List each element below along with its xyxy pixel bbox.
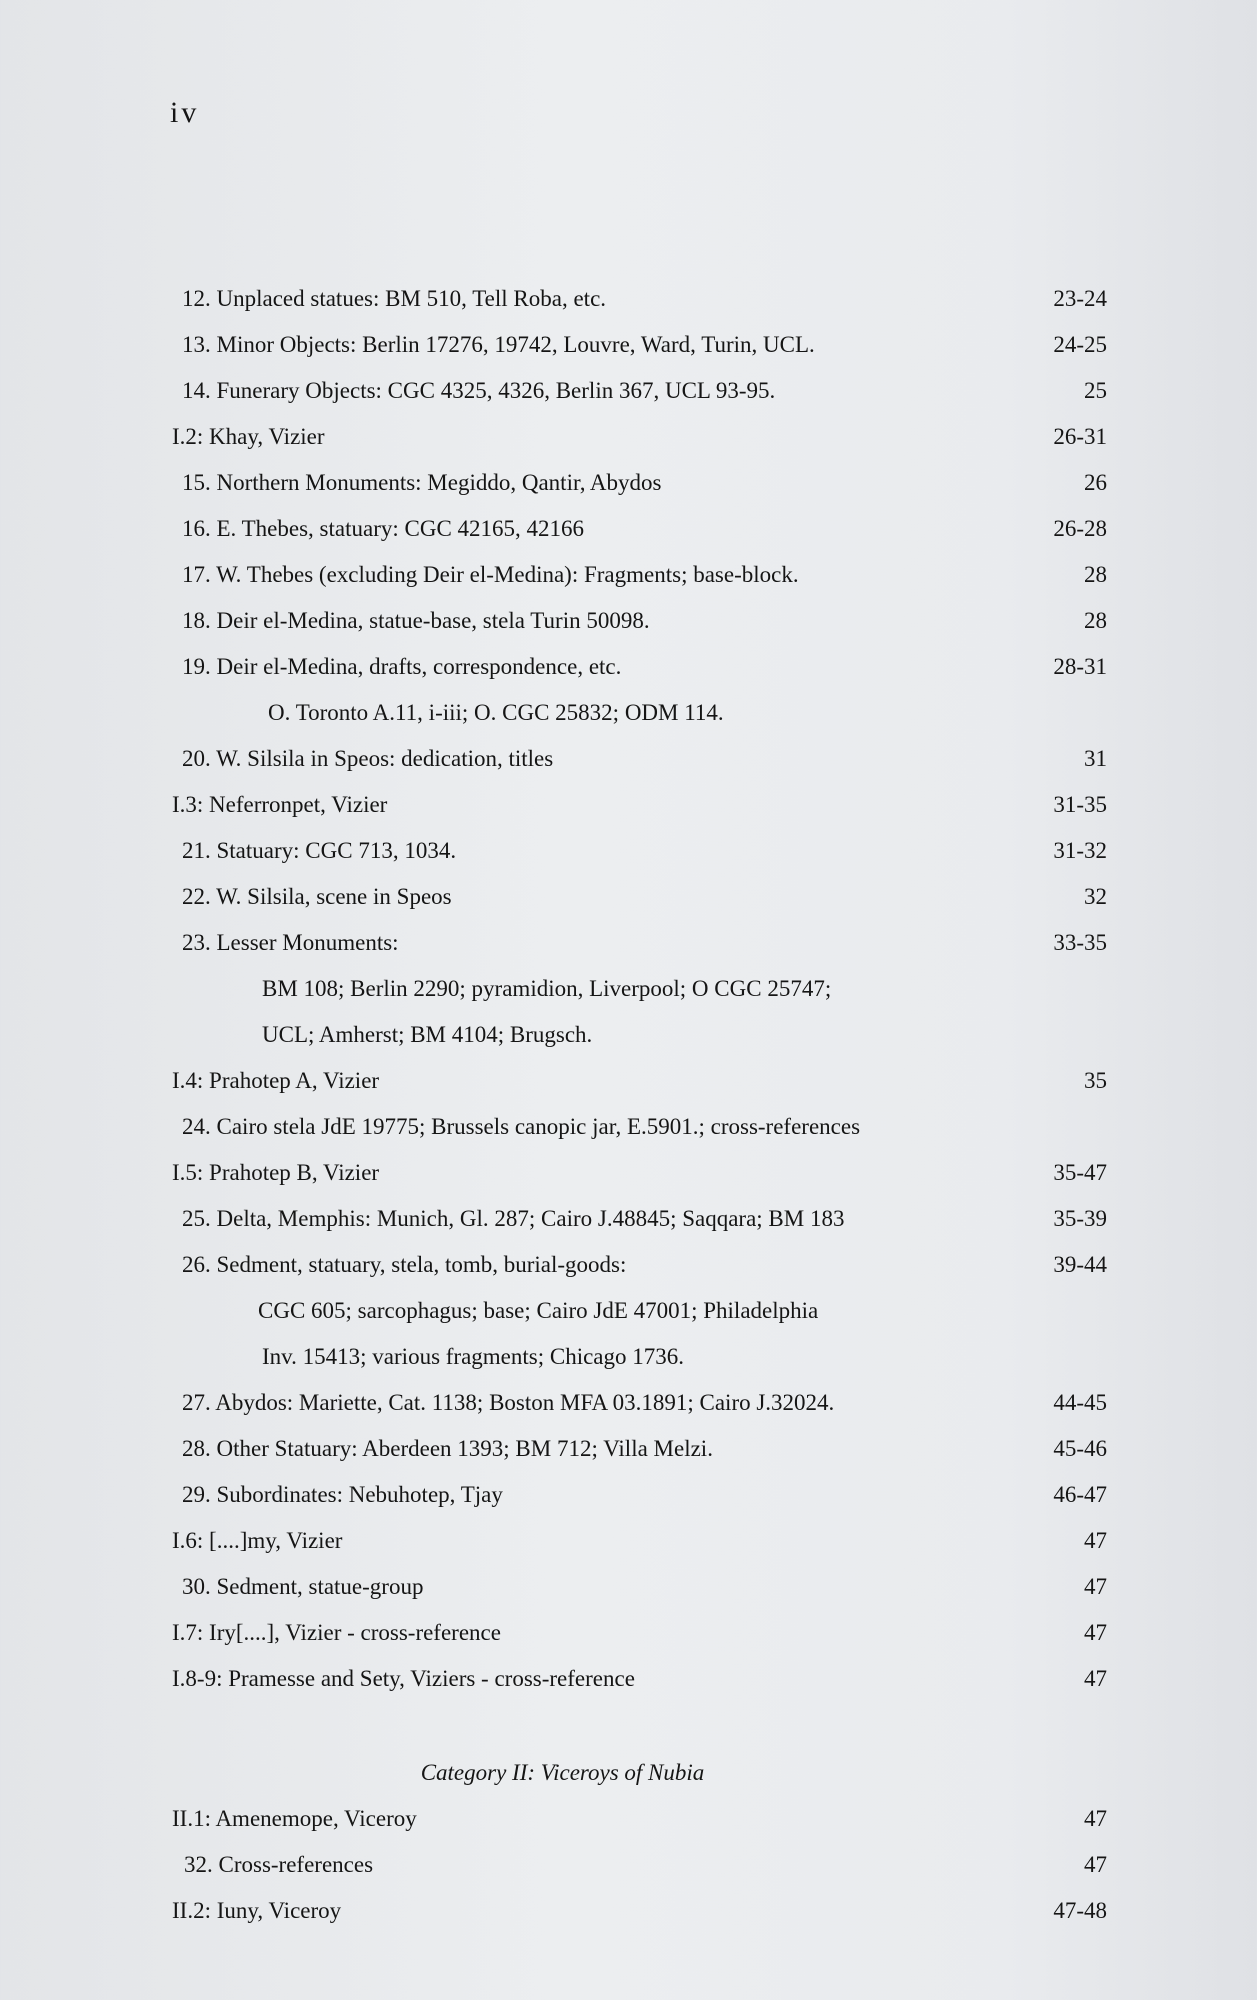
toc-entry-page: 26-31 <box>1053 424 1107 449</box>
toc-entry-text: II.2: Iuny, Viceroy <box>172 1898 342 1923</box>
toc-entry-text: 18. Deir el-Medina, statue-base, stela Turin 50098. <box>182 608 650 633</box>
toc-entry-26-continuation <box>0 1294 1253 1328</box>
toc-entry-page: 47 <box>1084 1666 1107 1691</box>
toc-entry-page: 31-32 <box>1053 838 1107 863</box>
toc-entry-23 <box>0 926 1257 960</box>
toc-entry-text: I.2: Khay, Vizier <box>172 424 325 449</box>
toc-entry-12 <box>0 282 1257 316</box>
toc-entry-page: 47 <box>1084 1528 1107 1553</box>
toc-entry-text: BM 108; Berlin 2290; pyramidion, Liverpool; O CGC 25747; <box>262 976 832 1001</box>
toc-entry-text: 27. Abydos: Mariette, Cat. 1138; Boston MFA 03.1891; Cairo J.32024. <box>182 1390 835 1415</box>
toc-entry-text: 28. Other Statuary: Aberdeen 1393; BM 712; Villa Melzi. <box>182 1436 713 1461</box>
toc-entry-text: UCL; Amherst; BM 4104; Brugsch. <box>262 1022 593 1047</box>
toc-section-i6 <box>0 1524 1257 1558</box>
toc-section-i7 <box>0 1616 1257 1650</box>
toc-entry-text: CGC 605; sarcophagus; base; Cairo JdE 47001; Philadelphia <box>258 1298 819 1323</box>
toc-entry-text: 15. Northern Monuments: Megiddo, Qantir, Abydos <box>182 470 662 495</box>
toc-section-ii2 <box>0 1894 1257 1928</box>
toc-entry-text: 29. Subordinates: Nebuhotep, Tjay <box>182 1482 503 1507</box>
toc-entry-page: 47 <box>1084 1620 1107 1645</box>
toc-entry-page: 45-46 <box>1053 1436 1107 1461</box>
toc-entry-text: 13. Minor Objects: Berlin 17276, 19742, Louvre, Ward, Turin, UCL. <box>182 332 815 357</box>
toc-entry-page: 39-44 <box>1053 1252 1107 1277</box>
toc-entry-18 <box>0 604 1257 638</box>
toc-entry-page: 44-45 <box>1053 1390 1107 1415</box>
toc-entry-text: O. Toronto A.11, i-iii; O. CGC 25832; ODM 114. <box>268 700 724 725</box>
toc-entry-text: 19. Deir el-Medina, drafts, correspondence, etc. <box>182 654 622 679</box>
toc-entry-page: 35 <box>1084 1068 1107 1093</box>
toc-entry-19 <box>0 650 1257 684</box>
toc-entry-page: 35-47 <box>1053 1160 1107 1185</box>
toc-section-i5 <box>0 1156 1257 1190</box>
toc-entry-14 <box>0 374 1257 408</box>
toc-entry-25 <box>0 1202 1257 1236</box>
toc-section-ii1 <box>0 1802 1257 1836</box>
toc-entry-page: 28 <box>1084 562 1107 587</box>
toc-entry-28 <box>0 1432 1257 1466</box>
category-heading <box>0 1756 1257 1790</box>
toc-entry-32 <box>12 1848 1257 1882</box>
toc-entry-23-continuation <box>0 1018 1257 1052</box>
toc-entry-text: I.5: Prahotep B, Vizier <box>172 1160 380 1185</box>
toc-entry-page: 47 <box>1084 1574 1107 1599</box>
toc-entry-page: 35-39 <box>1053 1206 1107 1231</box>
toc-entry-text: I.7: Iry[....], Vizier - cross-reference <box>172 1620 501 1645</box>
toc-entry-text: I.4: Prahotep A, Vizier <box>172 1068 380 1093</box>
toc-entry-text: 14. Funerary Objects: CGC 4325, 4326, Berlin 367, UCL 93-95. <box>182 378 776 403</box>
toc-entry-text: 22. W. Silsila, scene in Speos <box>182 884 452 909</box>
toc-entry-text: 25. Delta, Memphis: Munich, Gl. 287; Cairo J.48845; Saqqara; BM 183 <box>182 1206 845 1231</box>
toc-entry-page: 47-48 <box>1053 1898 1107 1923</box>
toc-entry-page: 32 <box>1084 884 1107 909</box>
toc-entry-page: 47 <box>1084 1852 1107 1877</box>
toc-entry-text: 30. Sedment, statue-group <box>182 1574 424 1599</box>
toc-entry-text: 23. Lesser Monuments: <box>182 930 399 955</box>
page-number: iv <box>170 96 200 129</box>
toc-entry-page: 26-28 <box>1053 516 1107 541</box>
toc-entry-22 <box>0 880 1257 914</box>
toc-section-i8-9 <box>0 1662 1257 1696</box>
toc-section-i2 <box>0 420 1257 454</box>
toc-entry-27 <box>0 1386 1257 1420</box>
toc-entry-text: 26. Sedment, statuary, stela, tomb, burial-goods: <box>182 1252 627 1277</box>
toc-entry-text: Inv. 15413; various fragments; Chicago 1736. <box>262 1344 685 1369</box>
toc-entry-page: 25 <box>1084 378 1107 403</box>
toc-entry-15 <box>0 466 1257 500</box>
toc-entry-29 <box>0 1478 1257 1512</box>
toc-entry-20 <box>0 742 1257 776</box>
toc-entry-17 <box>0 558 1257 592</box>
category-title: Category II: Viceroys of Nubia <box>420 1760 705 1785</box>
toc-entry-page: 26 <box>1084 470 1107 495</box>
table-of-contents <box>0 282 1257 1942</box>
toc-entry-text: I.8-9: Pramesse and Sety, Viziers - cross-reference <box>172 1666 635 1691</box>
toc-entry-30 <box>0 1570 1257 1604</box>
toc-entry-page: 23-24 <box>1053 286 1107 311</box>
toc-entry-text: 32. Cross-references <box>184 1852 374 1877</box>
toc-entry-page: 33-35 <box>1053 930 1107 955</box>
toc-entry-text: 24. Cairo stela JdE 19775; Brussels canopic jar, E.5901.; cross-references <box>182 1114 861 1139</box>
toc-entry-text: 12. Unplaced statues: BM 510, Tell Roba, etc. <box>182 286 607 311</box>
toc-entry-text: 16. E. Thebes, statuary: CGC 42165, 42166 <box>182 516 585 541</box>
toc-entry-page: 31 <box>1084 746 1107 771</box>
toc-entry-text: 20. W. Silsila in Speos: dedication, titles <box>182 746 554 771</box>
toc-entry-23-continuation <box>0 972 1257 1006</box>
toc-section-i4 <box>0 1064 1257 1098</box>
toc-entry-page: 46-47 <box>1053 1482 1107 1507</box>
toc-entry-page: 28 <box>1084 608 1107 633</box>
toc-entry-26-continuation <box>0 1340 1257 1374</box>
toc-entry-text: I.3: Neferronpet, Vizier <box>172 792 388 817</box>
toc-entry-text: I.6: [....]my, Vizier <box>172 1528 343 1553</box>
toc-entry-page: 24-25 <box>1053 332 1107 357</box>
toc-entry-page: 31-35 <box>1053 792 1107 817</box>
toc-section-i3 <box>0 788 1257 822</box>
toc-entry-text: 21. Statuary: CGC 713, 1034. <box>182 838 457 863</box>
toc-entry-16 <box>0 512 1257 546</box>
toc-entry-text: II.1: Amenemope, Viceroy <box>172 1806 417 1831</box>
toc-entry-text: 17. W. Thebes (excluding Deir el-Medina): Fragments; base-block. <box>182 562 799 587</box>
toc-entry-24 <box>0 1110 1257 1144</box>
toc-entry-page: 28-31 <box>1053 654 1107 679</box>
toc-entry-19-continuation <box>6 696 1257 730</box>
toc-entry-21 <box>0 834 1257 868</box>
toc-entry-page: 47 <box>1084 1806 1107 1831</box>
toc-entry-26 <box>0 1248 1257 1282</box>
toc-entry-13 <box>0 328 1257 362</box>
